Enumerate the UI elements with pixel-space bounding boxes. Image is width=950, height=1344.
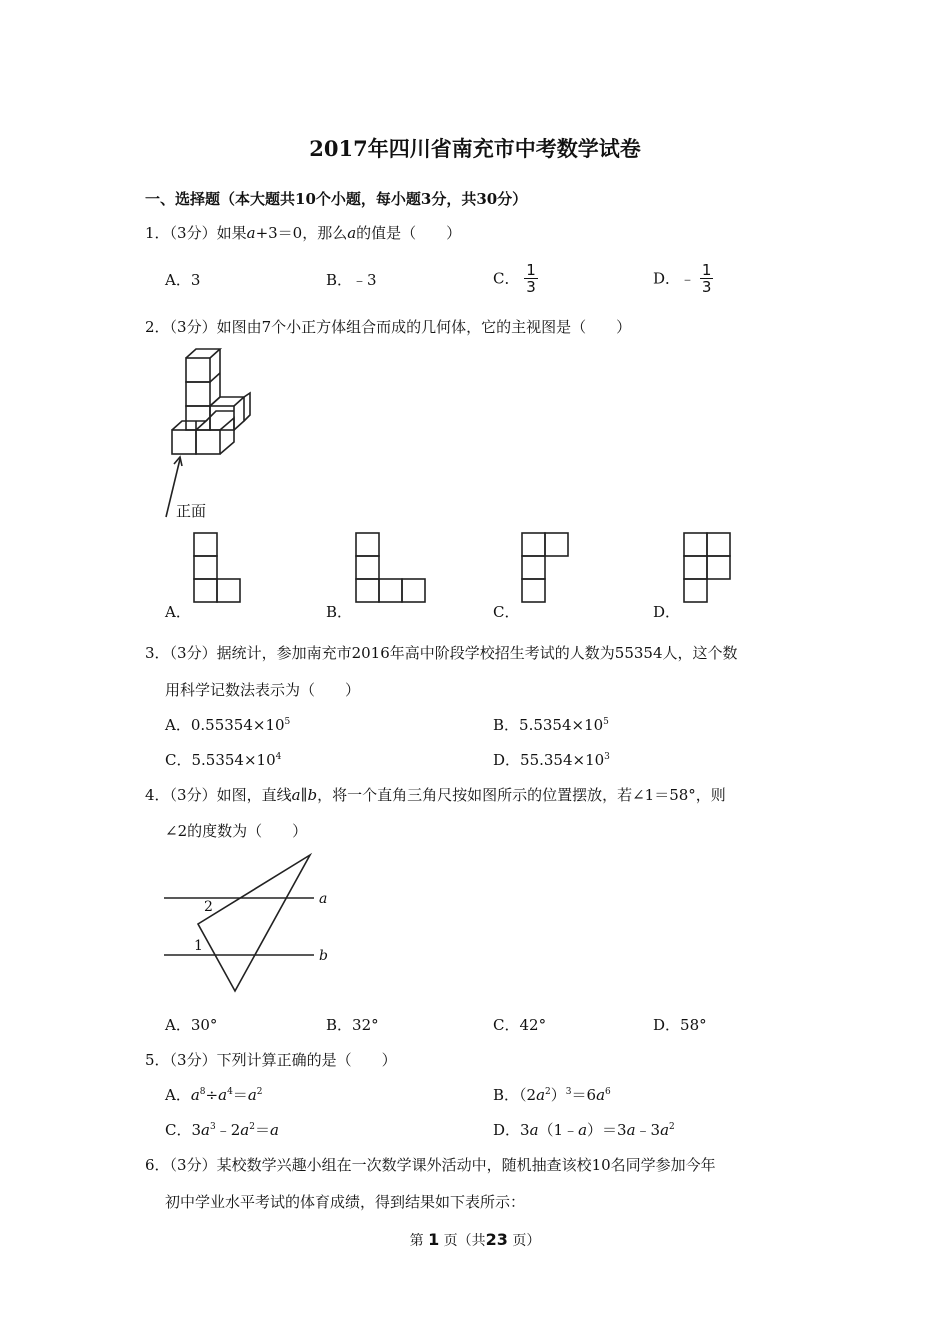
exponent: 5: [284, 717, 291, 727]
variable-a: a: [291, 786, 301, 804]
option-label: C．: [493, 269, 520, 288]
question-number: 5．: [145, 1051, 170, 1069]
option-value: 5.5354×10: [519, 716, 604, 734]
option-label: D．: [653, 269, 681, 288]
q4-option-d[interactable]: [653, 1018, 707, 1033]
option-label: B．: [326, 1016, 353, 1034]
footer-text: 页（共: [443, 1233, 486, 1249]
option-expression: $3a^3﹣2a^2=a$: [191, 1121, 279, 1139]
option-label: C．: [165, 1121, 192, 1139]
question-number: 6．: [145, 1156, 170, 1174]
q4-option-c[interactable]: [493, 1018, 546, 1033]
option-label: C．: [165, 751, 192, 769]
q5-option-c[interactable]: [165, 1123, 279, 1138]
option-label: D．: [653, 1016, 681, 1034]
option-label: D．: [493, 751, 521, 769]
question-text: 据统计，参加南充市2016年高中阶段学校招生考试的人数为55354人，这个数: [216, 644, 738, 662]
question-score: （3分）: [169, 786, 217, 804]
question-2: [145, 320, 631, 335]
right-triangle: [198, 855, 310, 991]
option-label: A．: [165, 1016, 191, 1034]
question-text: 如图，直线: [216, 786, 292, 804]
option-label: B．: [493, 1086, 520, 1104]
q3-option-d[interactable]: [493, 753, 610, 768]
option-d-view: [683, 532, 735, 604]
option-value: 32°: [352, 1016, 379, 1034]
total-pages: 23: [485, 1230, 508, 1249]
option-value: 0.55354×10: [190, 716, 285, 734]
question-score: （3分）: [169, 644, 217, 662]
fraction: [700, 262, 714, 296]
option-b-view: [355, 532, 430, 604]
question-3-line2: 用科学记数法表示为（ ）: [165, 681, 361, 699]
question-1: [145, 226, 461, 241]
q5-option-b[interactable]: [493, 1088, 611, 1103]
q3-option-c[interactable]: [165, 753, 281, 768]
q2-option-a[interactable]: A．: [165, 603, 191, 621]
q1-option-d[interactable]: [653, 262, 713, 296]
question-text: ，将一个直角三角尺按如图所示的位置摆放，若∠1＝58°，则: [317, 786, 726, 804]
question-text: 的值是（ ）: [356, 224, 462, 242]
question-score: （3分）: [169, 1156, 217, 1174]
parallel-lines-triangle-figure: [160, 850, 340, 995]
question-4: [145, 788, 726, 803]
question-score: （3分）: [169, 1051, 217, 1069]
question-3: [145, 646, 738, 661]
q1-option-a[interactable]: [165, 273, 200, 288]
option-value: 5.5354×10: [191, 751, 276, 769]
option-label: D．: [493, 1121, 521, 1139]
q3-option-b[interactable]: [493, 718, 609, 733]
question-number: 3．: [145, 644, 170, 662]
footer-text: 页）: [512, 1233, 541, 1249]
page-number: 1: [428, 1230, 440, 1249]
question-text: +3＝0，那么: [255, 224, 348, 242]
numerator: 1: [701, 261, 712, 279]
question-text: 如图由7个小正方体组合而成的几何体，它的主视图是（ ）: [216, 318, 632, 336]
option-expression: $(2a^2)^3=6a^6$: [519, 1086, 611, 1104]
front-view-label: 正面: [176, 502, 207, 520]
variable-a: a: [246, 224, 256, 242]
q2-option-b[interactable]: B．: [326, 603, 353, 621]
option-label: C．: [493, 1016, 520, 1034]
page-title: 2017年四川省南充市中考数学试卷: [309, 136, 641, 161]
option-a-view: [193, 532, 243, 604]
question-text: 如果: [216, 224, 247, 242]
variable-b: b: [307, 786, 318, 804]
exponent: 5: [603, 717, 609, 727]
question-6: [145, 1158, 716, 1173]
angle-2-label: 2: [204, 899, 213, 915]
question-text: 某校数学兴趣小组在一次数学课外活动中，随机抽查该校10名同学参加今年: [216, 1156, 716, 1174]
q1-option-c[interactable]: [493, 262, 538, 296]
q4-option-b[interactable]: [326, 1018, 379, 1033]
q3-option-a[interactable]: [165, 718, 290, 733]
cube-solid-figure: [150, 345, 260, 525]
option-label: A．: [165, 271, 191, 289]
exponent: 3: [604, 752, 610, 762]
label-a: a: [319, 891, 328, 907]
option-label: B．: [493, 716, 520, 734]
exponent: 4: [275, 752, 282, 762]
q4-option-a[interactable]: [165, 1018, 217, 1033]
question-text: 下列计算正确的是（ ）: [216, 1051, 397, 1069]
option-value: ﹣3: [352, 271, 377, 289]
q5-option-a[interactable]: [165, 1088, 263, 1103]
question-score: （3分）: [169, 224, 217, 242]
label-b: b: [319, 948, 328, 964]
variable-a: a: [347, 224, 357, 242]
option-label: A．: [165, 1086, 191, 1104]
footer-text: 第: [409, 1233, 424, 1249]
parallel-symbol: ∥: [300, 786, 308, 804]
question-number: 4．: [145, 786, 170, 804]
option-c-view: [521, 532, 573, 604]
section-heading: 一、选择题（本大题共10个小题，每小题3分，共30分）: [145, 190, 528, 208]
question-4-line2: ∠2的度数为（ ）: [165, 822, 308, 840]
question-number: 2．: [145, 318, 170, 336]
question-6-line2: 初中学业水平考试的体育成绩，得到结果如下表所示：: [165, 1193, 526, 1211]
option-value: 58°: [680, 1016, 707, 1034]
fraction: [524, 262, 538, 296]
numerator: 1: [526, 261, 536, 279]
page-footer: [0, 1232, 950, 1248]
option-value: 55.354×10: [520, 751, 605, 769]
question-score: （3分）: [169, 318, 217, 336]
q5-option-d[interactable]: [493, 1123, 675, 1138]
option-label: B．: [326, 271, 353, 289]
question-5: [145, 1053, 397, 1068]
denominator: 3: [526, 278, 536, 296]
denominator: 3: [701, 278, 712, 296]
option-expression: $3a(1﹣a)=3a﹣3a^2$: [520, 1121, 675, 1139]
option-value: 3: [190, 271, 201, 289]
question-number: 1．: [145, 224, 170, 242]
option-label: A．: [165, 716, 191, 734]
q2-option-c[interactable]: C．: [493, 603, 520, 621]
q2-option-d[interactable]: D．: [653, 603, 681, 621]
option-value: 42°: [519, 1016, 547, 1034]
q1-option-b[interactable]: [326, 273, 377, 288]
angle-1-label: 1: [194, 938, 203, 954]
minus-sign: ﹣: [680, 269, 696, 288]
option-expression: $a^8\div a^4=a^2$: [190, 1086, 263, 1104]
option-value: 30°: [190, 1016, 218, 1034]
